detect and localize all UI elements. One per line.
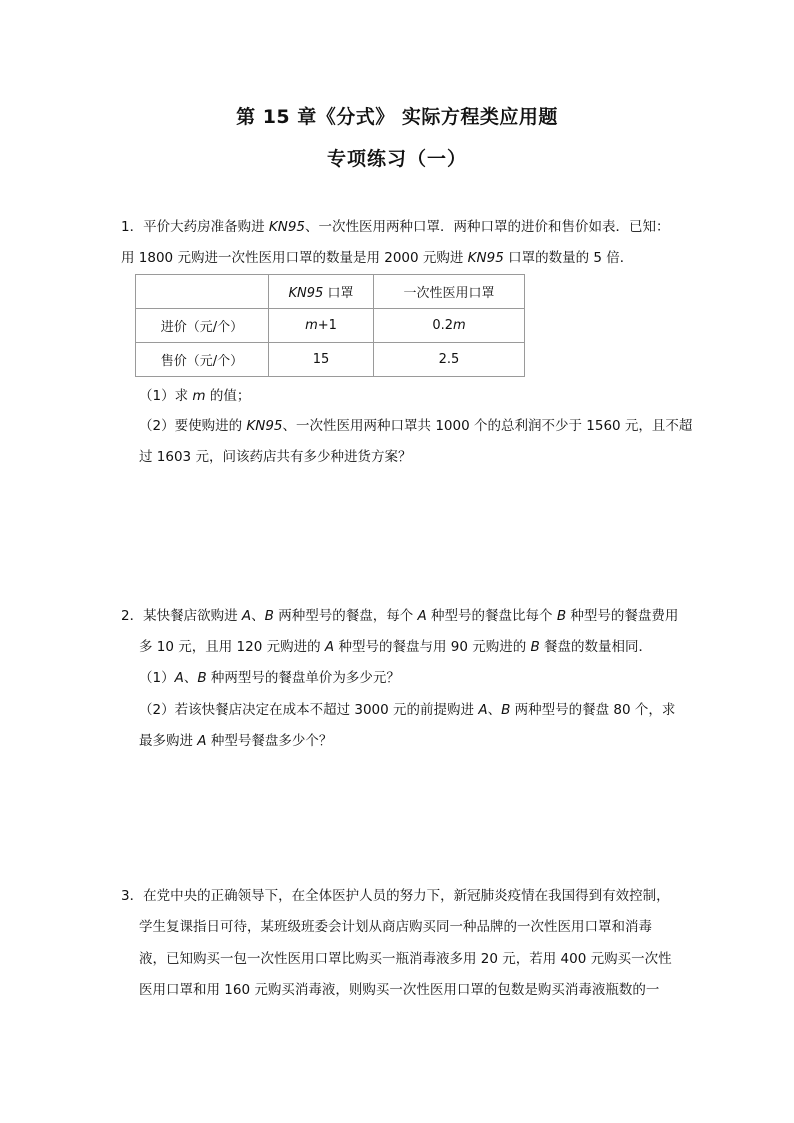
table-row xyxy=(136,343,525,377)
q3-line2: 学生复课指日可待，某班级班委会计划从商店购买同一种品牌的一次性医用口罩和消毒 xyxy=(139,919,652,935)
q3-line1: 3．在党中央的正确领导下，在全体医护人员的努力下，新冠肺炎疫情在我国得到有效控制， xyxy=(121,888,670,904)
q1-sub1: （1）求 m 的值； xyxy=(139,388,251,404)
q3-line4: 医用口罩和用 160 元购买消毒液，则购买一次性医用口罩的包数是购买消毒液瓶数的一 xyxy=(139,982,660,998)
q1-sub2-line2: 过 1603 元，问该药店共有多少种进货方案？ xyxy=(139,449,412,465)
table-cell-purchase-label: 进价（元/个） xyxy=(136,309,269,343)
q2-line1: 2．某快餐店欲购进 A、B 两种型号的餐盘，每个 A 种型号的餐盘比每个 B 种型号的餐盘费用 xyxy=(121,608,679,624)
q2-sub2-line1: （2）若该快餐店决定在成本不超过 3000 元的前提购进 A、B 两种型号的餐盘 80 个，求 xyxy=(139,702,676,718)
table-cell-sale-label: 售价（元/个） xyxy=(136,343,269,377)
table-cell-sale-kn95: 15 xyxy=(269,343,374,377)
page-subtitle: 专项练习（一） xyxy=(326,148,467,170)
table-cell-purchase-kn95: m+1 xyxy=(269,309,374,343)
page-title: 第 15 章《分式》 实际方程类应用题 xyxy=(236,106,558,128)
q1-line1: 1．平价大药房准备购进 KN95、一次性医用两种口罩．两种口罩的进价和售价如表．已知： xyxy=(121,219,670,235)
table-header-row xyxy=(136,275,525,309)
price-table xyxy=(135,274,525,377)
table-cell-sale-disposable: 2.5 xyxy=(374,343,525,377)
q2-sub2-line2: 最多购进 A 种型号餐盘多少个？ xyxy=(139,733,333,749)
q2-line2: 多 10 元，且用 120 元购进的 A 种型号的餐盘与用 90 元购进的 B 餐盘的数量相同． xyxy=(139,639,653,655)
table-header-kn95: KN95 口罩 xyxy=(269,275,374,309)
q3-line3: 液，已知购买一包一次性医用口罩比购买一瓶消毒液多用 20 元，若用 400 元购买一次性 xyxy=(139,951,672,967)
table-cell-purchase-disposable: 0.2m xyxy=(374,309,525,343)
q1-sub2-line1: （2）要使购进的 KN95、一次性医用两种口罩共 1000 个的总利润不少于 1560 元，且不超 xyxy=(139,418,693,434)
table-cell xyxy=(136,275,269,309)
table-header-disposable: 一次性医用口罩 xyxy=(374,275,525,309)
q1-line2: 用 1800 元购进一次性医用口罩的数量是用 2000 元购进 KN95 口罩的数量的 5 倍． xyxy=(121,250,634,266)
table-row xyxy=(136,309,525,343)
q2-sub1: （1）A、B 种两型号的餐盘单价为多少元？ xyxy=(139,670,400,686)
